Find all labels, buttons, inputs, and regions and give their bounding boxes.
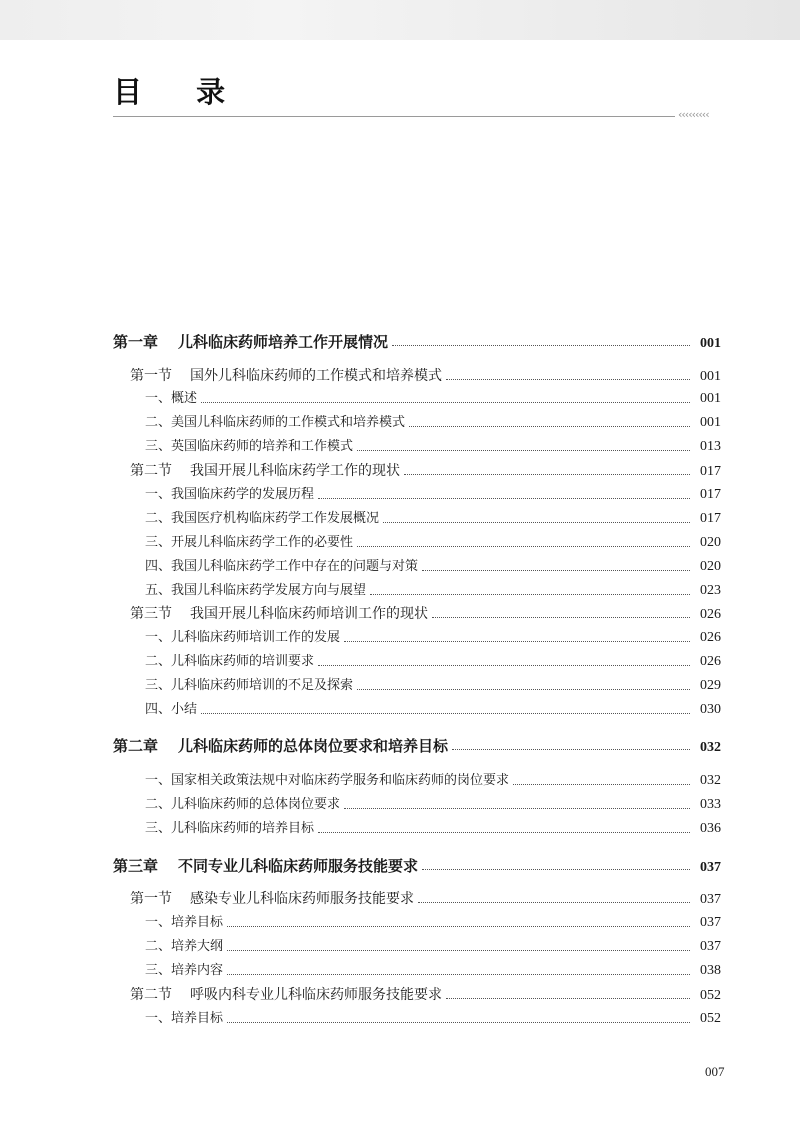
toc-page-number: 013 xyxy=(700,439,721,454)
toc-page-number: 032 xyxy=(700,740,721,755)
toc-entry-title xyxy=(113,331,388,353)
toc-page-number: 037 xyxy=(700,915,721,930)
toc-page-number: 038 xyxy=(700,963,721,978)
toc-entry-title: 五、我国儿科临床药学发展方向与展望 xyxy=(145,583,367,598)
toc-entry-text: 感染专业儿科临床药师服务技能要求 xyxy=(190,891,414,907)
toc-entry-title: 一、概述 xyxy=(145,391,198,406)
toc-entry-title: 三、儿科临床药师的培养目标 xyxy=(145,821,315,836)
toc-entry-row xyxy=(145,675,721,697)
toc-entry-row xyxy=(145,960,721,982)
toc-page-number: 020 xyxy=(700,535,721,550)
page-number: 007 xyxy=(705,1064,725,1079)
toc-entry-row xyxy=(145,388,721,410)
toc-entry-label: 第二节 xyxy=(130,463,172,479)
toc-section-row xyxy=(130,460,721,482)
toc-entry-title xyxy=(130,603,428,625)
toc-entry-title: 二、培养大纲 xyxy=(145,939,224,954)
toc-entry-title xyxy=(130,460,400,482)
dot-leader xyxy=(422,868,690,870)
toc-entry-row xyxy=(145,508,721,530)
toc-page-number: 017 xyxy=(700,464,721,479)
toc-page-number: 017 xyxy=(700,511,721,526)
toc-chapter-row xyxy=(113,735,721,757)
toc-chapter-row xyxy=(113,855,721,877)
toc-section-row xyxy=(130,365,721,387)
page-title: 目 录 xyxy=(113,75,248,109)
toc-entry-title: 三、儿科临床药师培训的不足及探索 xyxy=(145,678,354,693)
dot-leader xyxy=(344,807,690,809)
toc-entry-title xyxy=(130,365,442,387)
toc-chapter-row xyxy=(113,331,721,353)
dot-leader xyxy=(318,497,690,499)
dot-leader xyxy=(446,997,690,999)
toc-entry-label: 第一节 xyxy=(130,368,172,384)
dot-leader xyxy=(344,640,690,642)
toc-entry-title xyxy=(130,984,442,1006)
toc-entry-row xyxy=(145,651,721,673)
toc-section-row xyxy=(130,888,721,910)
toc-entry-text: 儿科临床药师的总体岗位要求和培养目标 xyxy=(178,737,449,755)
toc-entry-title: 三、培养内容 xyxy=(145,963,224,978)
dot-leader xyxy=(422,569,690,571)
toc-entry-title: 二、儿科临床药师的总体岗位要求 xyxy=(145,797,341,812)
toc-entry-title: 三、开展儿科临床药学工作的必要性 xyxy=(145,535,354,550)
toc-entry-label: 第二节 xyxy=(130,987,172,1003)
toc-entry-title: 二、我国医疗机构临床药学工作发展概况 xyxy=(145,511,380,526)
toc-entry-row xyxy=(145,556,721,578)
toc-entry-title: 一、儿科临床药师培训工作的发展 xyxy=(145,630,341,645)
dot-leader xyxy=(318,664,690,666)
dot-leader xyxy=(418,901,690,903)
toc-page-number: 026 xyxy=(700,630,721,645)
toc-entry-title xyxy=(130,888,414,910)
toc-entry-text: 我国开展儿科临床药学工作的现状 xyxy=(190,463,400,479)
toc-page-number: 001 xyxy=(700,369,721,384)
dot-leader xyxy=(201,401,690,403)
toc-entry-row xyxy=(145,936,721,958)
toc-entry-row xyxy=(145,436,721,458)
dot-leader xyxy=(446,378,690,380)
toc-section-row xyxy=(130,984,721,1006)
toc-page-number: 052 xyxy=(700,988,721,1003)
toc-entry-text: 呼吸内科专业儿科临床药师服务技能要求 xyxy=(190,987,442,1003)
toc-page-number: 017 xyxy=(700,487,721,502)
toc-entry-row xyxy=(145,912,721,934)
toc-page-number: 029 xyxy=(700,678,721,693)
toc-section-row xyxy=(130,603,721,625)
toc-entry-row xyxy=(145,1008,721,1030)
toc-entry-text: 儿科临床药师培养工作开展情况 xyxy=(178,333,389,351)
toc-entry-label: 第一章 xyxy=(113,333,159,351)
toc-entry-title xyxy=(113,735,448,757)
toc-entry-title: 四、我国儿科临床药学工作中存在的问题与对策 xyxy=(145,559,419,574)
dot-leader xyxy=(357,545,690,547)
toc-entry-title: 一、培养目标 xyxy=(145,1011,224,1026)
dot-leader xyxy=(227,949,690,951)
dot-leader xyxy=(513,783,690,785)
dot-leader xyxy=(227,973,690,975)
toc-entry-label: 第三章 xyxy=(113,857,159,875)
toc-entry-row xyxy=(145,699,721,721)
toc-entry-text: 国外儿科临床药师的工作模式和培养模式 xyxy=(190,368,442,384)
dot-leader xyxy=(227,1021,690,1023)
toc-page-number: 032 xyxy=(700,773,721,788)
toc-entry-title: 一、我国临床药学的发展历程 xyxy=(145,487,315,502)
toc-page-number: 036 xyxy=(700,821,721,836)
toc-page-number: 001 xyxy=(700,336,721,351)
toc-entry-row xyxy=(145,627,721,649)
dot-leader xyxy=(201,712,690,714)
toc-entry-row xyxy=(145,818,721,840)
toc-page-number: 037 xyxy=(700,860,721,875)
chevrons-decoration-icon: ‹‹‹‹‹‹‹‹‹ xyxy=(678,108,709,121)
toc-page-number: 020 xyxy=(700,559,721,574)
dot-leader xyxy=(383,521,690,523)
toc-entry-title xyxy=(113,855,418,877)
toc-entry-title: 一、培养目标 xyxy=(145,915,224,930)
dot-leader xyxy=(370,593,690,595)
toc-entry-text: 我国开展儿科临床药师培训工作的现状 xyxy=(190,606,428,622)
toc-page-number: 033 xyxy=(700,797,721,812)
toc-entry-title: 一、国家相关政策法规中对临床药学服务和临床药师的岗位要求 xyxy=(145,773,510,788)
dot-leader xyxy=(432,616,690,618)
toc-entry-title: 三、英国临床药师的培养和工作模式 xyxy=(145,439,354,454)
toc-page-number: 001 xyxy=(700,391,721,406)
toc-entry-title: 二、儿科临床药师的培训要求 xyxy=(145,654,315,669)
toc-page-number: 026 xyxy=(700,607,721,622)
toc-entry-label: 第三节 xyxy=(130,606,172,622)
dot-leader xyxy=(357,449,690,451)
toc-page-number: 052 xyxy=(700,1011,721,1026)
toc-page-number: 001 xyxy=(700,415,721,430)
dot-leader xyxy=(409,425,690,427)
dot-leader xyxy=(404,473,690,475)
dot-leader xyxy=(452,748,690,750)
toc-entry-row xyxy=(145,770,721,792)
toc-entry-label: 第一节 xyxy=(130,891,172,907)
toc-page-number: 030 xyxy=(700,702,721,717)
toc-page-number: 023 xyxy=(700,583,721,598)
toc-entry-row xyxy=(145,532,721,554)
dot-leader xyxy=(357,688,690,690)
toc-entry-row xyxy=(145,580,721,602)
toc-entry-title: 四、小结 xyxy=(145,702,198,717)
toc-entry-row xyxy=(145,484,721,506)
dot-leader xyxy=(318,831,690,833)
dot-leader xyxy=(227,925,690,927)
toc-page-number: 037 xyxy=(700,939,721,954)
toc-entry-row xyxy=(145,412,721,434)
toc-entry-title: 二、美国儿科临床药师的工作模式和培养模式 xyxy=(145,415,406,430)
toc-page-number: 026 xyxy=(700,654,721,669)
toc-entry-label: 第二章 xyxy=(113,737,159,755)
toc-page-number: 037 xyxy=(700,892,721,907)
dot-leader xyxy=(392,344,690,346)
toc-entry-row xyxy=(145,794,721,816)
toc-entry-text: 不同专业儿科临床药师服务技能要求 xyxy=(178,857,419,875)
